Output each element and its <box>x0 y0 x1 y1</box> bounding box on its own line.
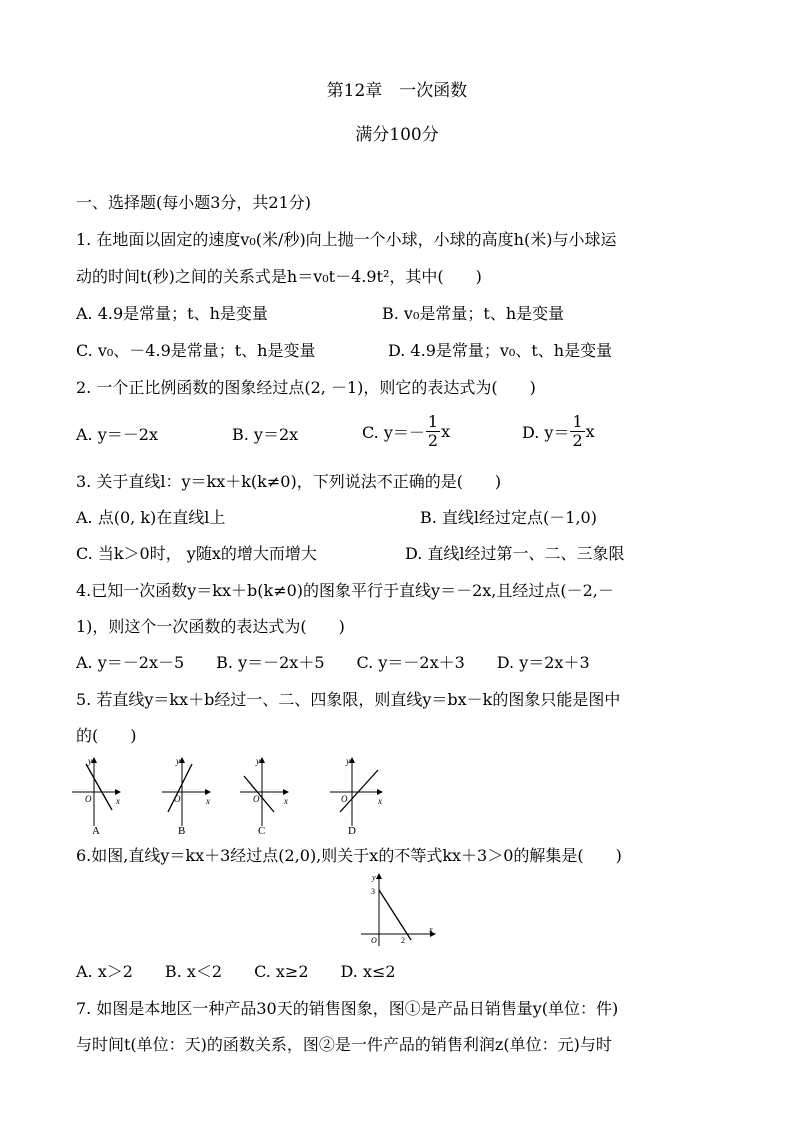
q2-option-b: B. y＝2x <box>232 425 299 444</box>
q5-graph-b-x-label: x <box>206 796 210 806</box>
q2-option-c <box>362 406 450 456</box>
q6-graph-x-intercept: 2 <box>401 936 405 945</box>
q5-graph-c <box>240 756 288 837</box>
q1-stem-line1: 1. 在地面以固定的速度v₀(米/秒)向上抛一个小球，小球的高度h(米)与小球运 <box>76 230 617 249</box>
q5-graph-d-label: D <box>348 825 356 837</box>
q1-option-c: C. v₀、－4.9是常量；t、h是变量 <box>76 341 316 360</box>
q6-graph-y-label: y <box>372 873 376 882</box>
q2-option-d-prefix: D. y＝ <box>522 422 570 442</box>
q2-option-d-denominator: 2 <box>572 430 583 450</box>
q3-option-b: B. 直线l经过定点(－1,0) <box>420 508 597 527</box>
q5-graph-c-origin: O <box>253 794 260 804</box>
q2-option-c-fraction <box>426 413 440 450</box>
q5-graph-a-origin: O <box>85 794 92 804</box>
q6-graph-origin: O <box>371 936 377 945</box>
q5-graph-d <box>330 756 382 837</box>
q2-option-c-numerator: 1 <box>427 411 439 431</box>
q6-graph-y-intercept: 3 <box>371 887 375 896</box>
q1-stem-line2: 动的时间t(秒)之间的关系式是h＝v₀t－4.9t²，其中( ) <box>76 267 482 286</box>
q2-option-a: A. y＝－2x <box>76 425 158 444</box>
q5-graph-a-y-label: y <box>88 756 92 766</box>
q1-option-a: A. 4.9是常量；t、h是变量 <box>76 304 268 323</box>
q6-graph-x-label: x <box>429 925 433 934</box>
q2-option-c-denominator: 2 <box>427 430 439 450</box>
q5-graph-b-origin: O <box>174 794 181 804</box>
q5-graphs <box>60 750 400 840</box>
q5-graph-c-label: C <box>258 825 266 837</box>
q5-graph-c-x-label: x <box>284 796 288 806</box>
page-title: 第12章 一次函数 <box>326 81 468 101</box>
q4-options: A. y＝－2x－5 B. y＝－2x＋5 C. y＝－2x＋3 D. y＝2x＋3 <box>76 653 590 672</box>
q3-stem: 3. 关于直线l：y＝kx＋k(k≠0)，下列说法不正确的是( ) <box>76 472 502 491</box>
q3-option-d: D. 直线l经过第一、二、三象限 <box>405 544 625 563</box>
q4-stem-line1: 4.已知一次函数y＝kx＋b(k≠0)的图象平行于直线y＝－2x,且经过点(－2,－ <box>76 581 614 600</box>
q6-stem: 6.如图,直线y＝kx＋3经过点(2,0),则关于x的不等式kx＋3＞0的解集是( ) <box>76 846 622 865</box>
q3-option-a: A. 点(0, k)在直线l上 <box>76 508 226 527</box>
q6-graph <box>355 870 445 950</box>
q7-stem-line1: 7. 如图是本地区一种产品30天的销售图象，图①是产品日销售量y(单位：件) <box>76 999 619 1018</box>
q3-option-c: C. 当k＞0时， y随x的增大而增大 <box>76 544 317 563</box>
q2-stem: 2. 一个正比例函数的图象经过点(2, －1)，则它的表达式为( ) <box>76 378 536 397</box>
q7-stem-line2: 与时间t(单位：天)的函数关系，图②是一件产品的销售利润z(单位：元)与时 <box>76 1035 612 1054</box>
q5-graph-c-y-label: y <box>256 756 260 766</box>
q1-option-b: B. v₀是常量；t、h是变量 <box>382 304 565 323</box>
q2-option-d-fraction <box>570 413 584 450</box>
q4-stem-line2: 1)，则这个一次函数的表达式为( ) <box>76 617 345 636</box>
q5-graph-b <box>162 756 210 837</box>
q2-option-c-prefix: C. y＝－ <box>362 422 425 442</box>
q5-graph-a <box>72 756 120 837</box>
q5-graph-b-label: B <box>178 825 186 837</box>
q2-option-d <box>522 406 595 456</box>
q5-graph-d-x-label: x <box>378 796 382 806</box>
q5-graph-d-y-label: y <box>346 756 350 766</box>
q5-graph-a-label: A <box>92 825 100 837</box>
q5-graph-d-origin: O <box>341 794 348 804</box>
q2-option-d-suffix: x <box>585 421 595 441</box>
section-heading: 一、选择题(每小题3分，共21分) <box>76 193 312 212</box>
q5-stem-line1: 5. 若直线y＝kx＋b经过一、二、四象限，则直线y＝bx－k的图象只能是图中 <box>76 690 621 709</box>
q2-option-d-numerator: 1 <box>572 411 583 431</box>
q5-graph-a-x-label: x <box>116 796 120 806</box>
page-subtitle: 满分100分 <box>355 125 439 145</box>
q6-options: A. x＞2 B. x＜2 C. x≥2 D. x≤2 <box>76 962 396 981</box>
q1-option-d: D. 4.9是常量；v₀、t、h是变量 <box>388 341 613 360</box>
q5-stem-line2: 的( ) <box>76 726 137 745</box>
q2-option-c-suffix: x <box>441 421 451 441</box>
q5-graph-b-y-label: y <box>176 756 180 766</box>
